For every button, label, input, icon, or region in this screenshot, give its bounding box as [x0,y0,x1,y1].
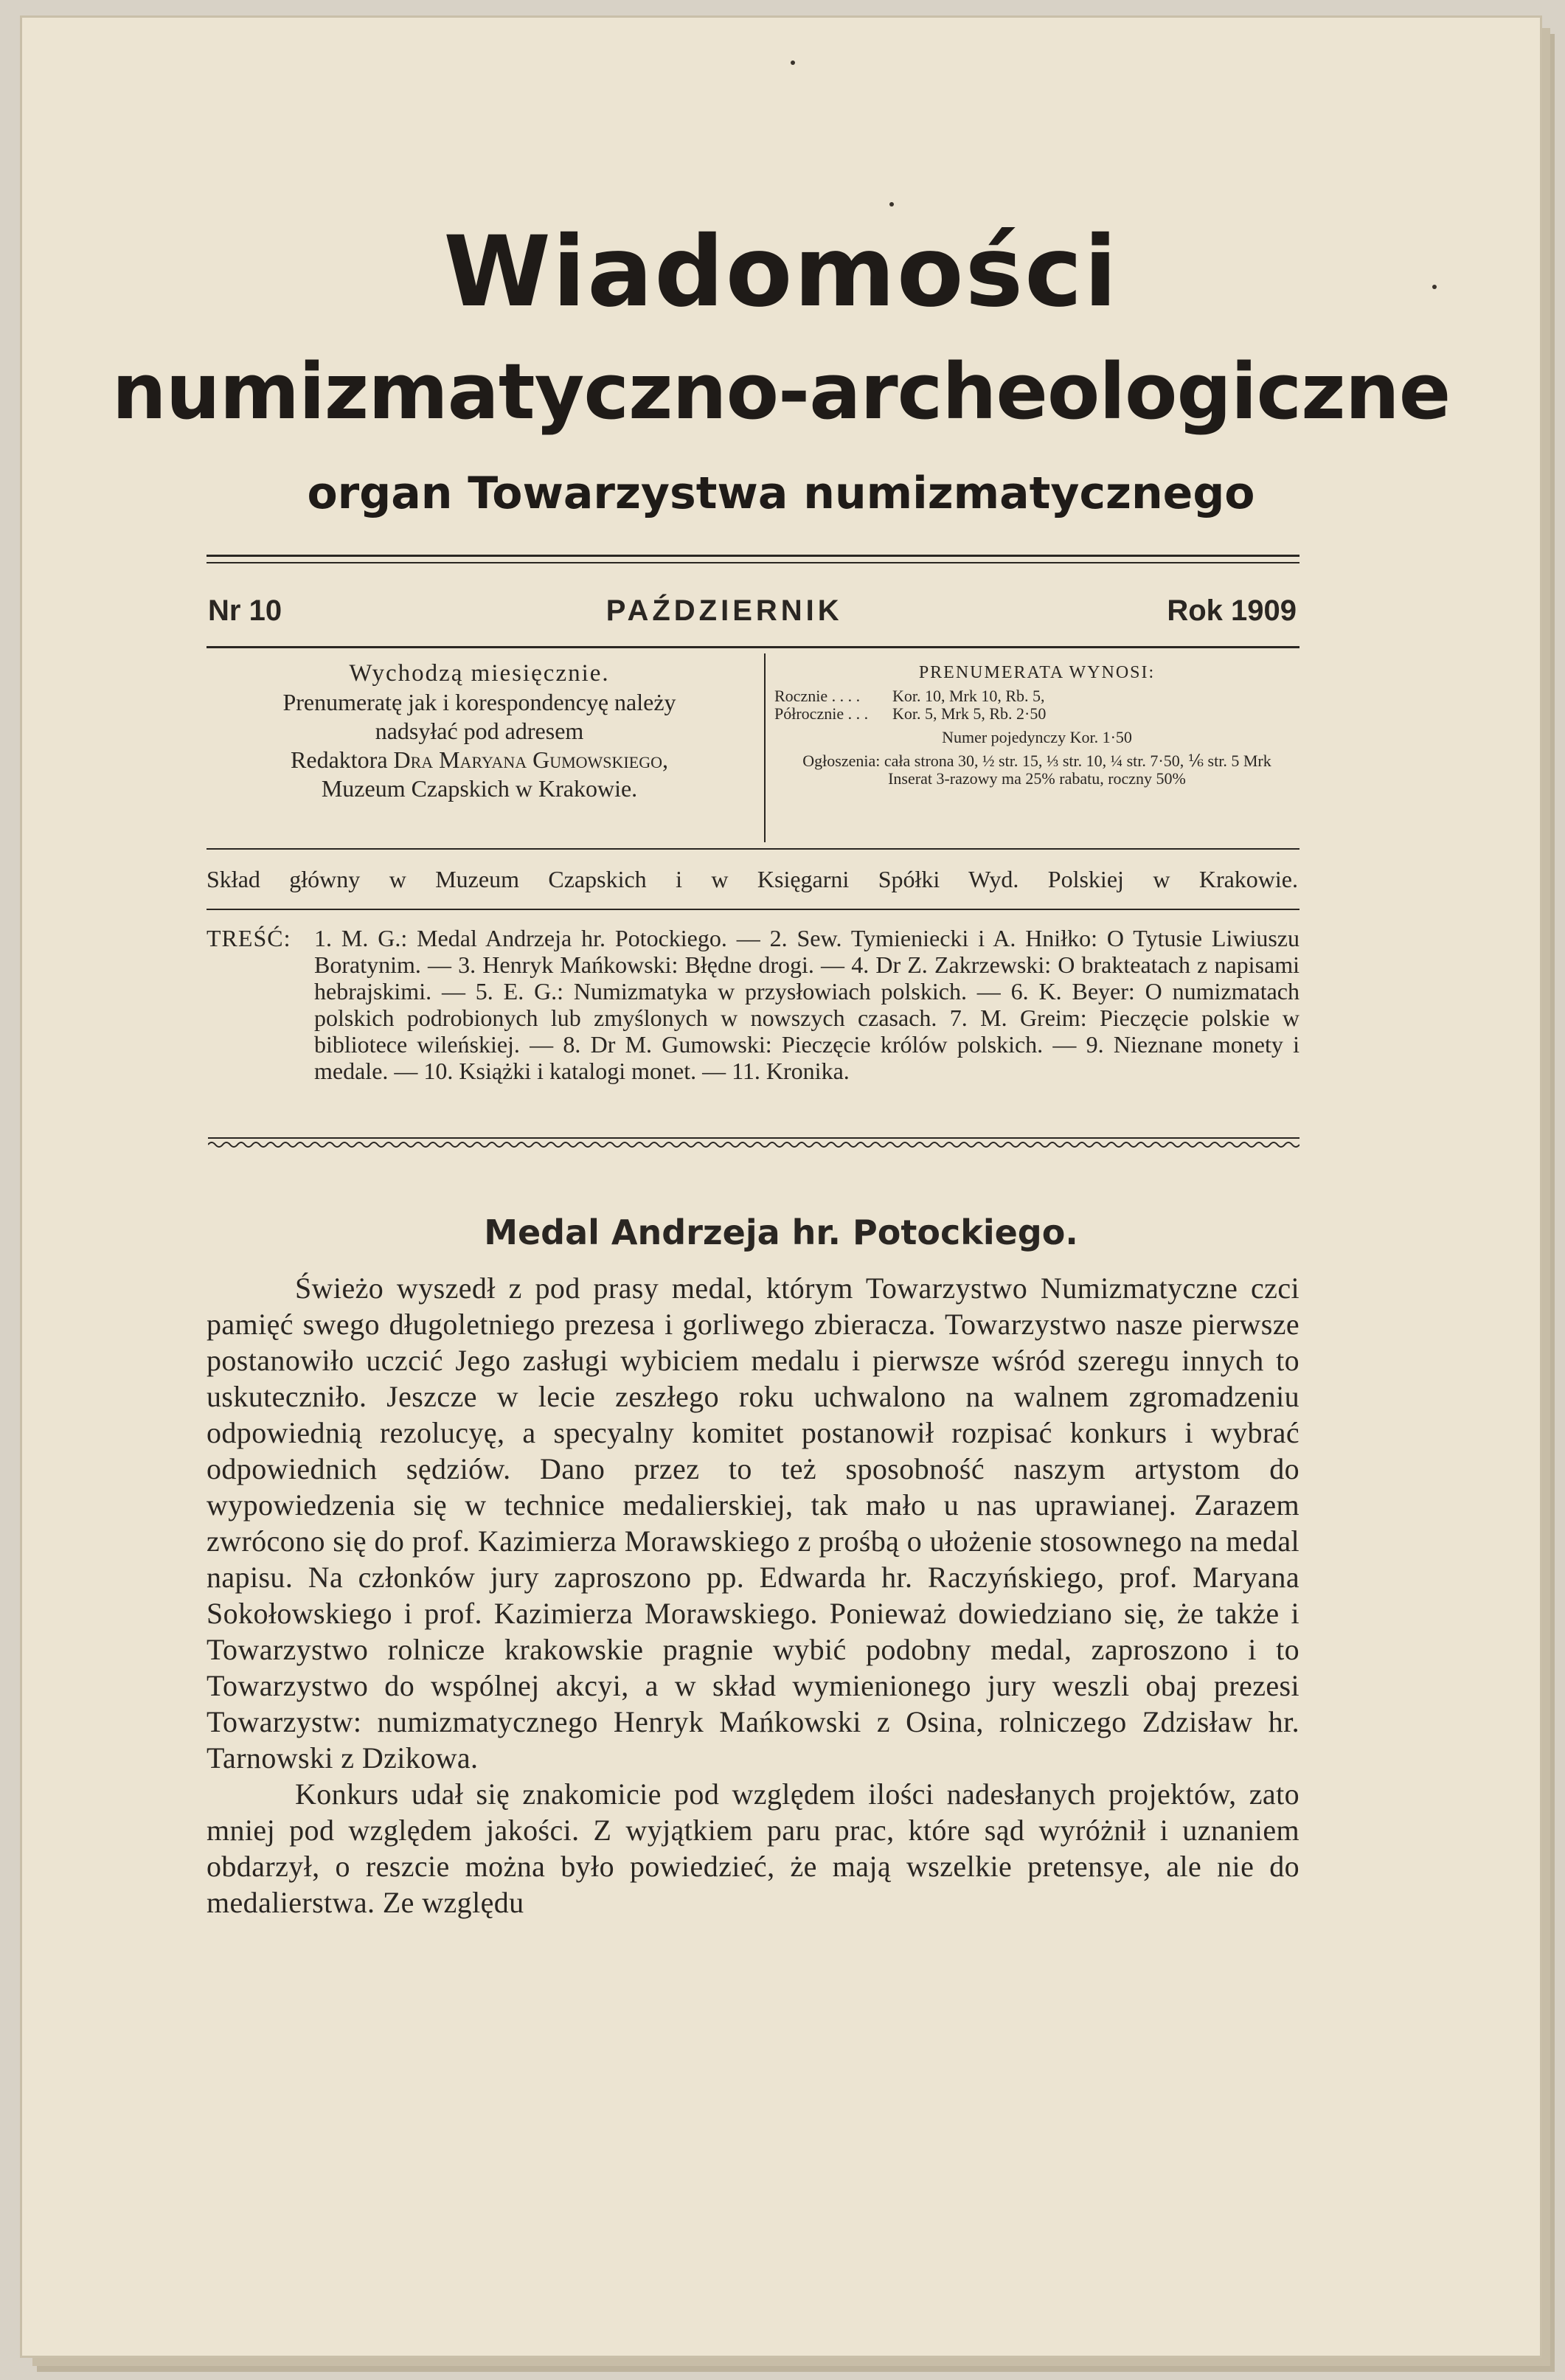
ad-rates: Ogłoszenia: cała strona 30, ½ str. 15, ⅓ str. 10, ¼ str. 7·50, ⅙ str. 5 Mrk [802,752,1271,770]
publisher-line: Prenumeratę jak i korespondencyę należy [282,689,676,715]
subscription-row [774,687,1299,705]
subscription-row-value: Kor. 5, Mrk 5, Rb. 2·50 [892,704,1047,723]
editor-prefix: Redaktora [291,746,394,773]
publisher-line: Muzeum Czapskich w Krakowie. [321,775,638,802]
publisher-line: nadsyłać pod adresem [375,718,584,744]
newspaper-page [22,18,1540,2356]
masthead-title: Wiadomości [443,215,1119,329]
divider [207,562,1299,563]
distribution-line: Skład główny w Muzeum Czapskich i w Księgarni Spółki Wyd. Polskiej w Krakowie. [207,866,1298,892]
subscription-row-label: Półrocznie . . . [774,704,869,723]
divider [207,646,1299,648]
issue-month: PAŹDZIERNIK [605,594,843,627]
contents-label: TREŚĆ: [207,925,291,951]
table-of-contents [207,925,1299,1084]
single-issue-price: Numer pojedynczy Kor. 1·50 [942,728,1132,746]
subscription-head: PRENUMERATA WYNOSI: [918,663,1156,682]
ad-discount: Inserat 3-razowy ma 25% rabatu, roczny 50% [888,769,1186,788]
publisher-line [207,746,752,774]
masthead-organ: organ Towarzystwa numizmatycznego [307,468,1255,519]
divider [207,555,1299,557]
subscription-row [774,705,1299,723]
editor-name: Dra Maryana Gumowskiego, [393,746,668,773]
ink-speck [889,202,894,207]
frequency: Wychodzą miesięcznie. [349,660,610,687]
subscription-row-value: Kor. 10, Mrk 10, Rb. 5, [892,687,1045,705]
issue-year: Rok 1909 [1167,594,1297,627]
divider [207,909,1299,910]
article-body [207,1270,1299,1921]
article-title: Medal Andrzeja hr. Potockiego. [484,1212,1078,1252]
issue-bar [208,594,1297,628]
contents-text: 1. M. G.: Medal Andrzeja hr. Potockiego. — 2. Sew. Tymieniecki i A. Hniłko: O Tytusie Liwiuszu Boratynim. — 3. Henryk Mańkowski: Błędne drogi. — 4. Dr Z. Zakrzewski: O brakteatach z napisami hebrajskimi. — 5. E. G.: Numizmatyka w przysłowiach polskich. — 6. K. Beyer: O numizmatach polskich podrobionych lub zmyślonych w nowszych czasach. 7. M. Greim: Pieczęcie polskie w bibliotece wileńskiej. — 8. Dr M. Gumowski: Pieczęcie królów polskich. — 9. Nieznane monety i medale. — 10. Książki i katalogi monet. — 11. Kronika. [314,925,1299,1084]
divider [207,848,1299,850]
masthead-subtitle: numizmatyczno-archeologiczne [111,347,1451,437]
publisher-info [207,659,752,803]
wavy-divider [208,1136,1299,1151]
article-paragraph: Konkurs udał się znakomicie pod względem ilości nadesłanych projektów, zato mniej pod względem jakości. Z wyjątkiem paru prac, które sąd wyróżnił i uznaniem obdarzył, o reszcie można było powiedzieć, że mają wszelkie pretensye, ale nie do medalierstwa. Ze względu [207,1777,1299,1919]
subscription-row-label: Rocznie . . . . [774,687,861,705]
issue-number: Nr 10 [208,594,282,627]
article-paragraph: Świeżo wyszedł z pod prasy medal, którym Towarzystwo Numizmatyczne czci pamięć swego długoletniego prezesa i gorliwego zbieracza. Towarzystwo nasze pierwsze postanowiło uczcić Jego zasługi wybiciem medalu i pierwsze wśród szeregu innych to uskuteczniło. Jeszcze w lecie zeszłego roku uchwalono na walnem zgromadzeniu odpowiednią rezolucyę, a specyalny komitet postanowił rozpisać konkurs i wybrać odpowiednich sędziów. Dano przez to też sposobność naszym artystom do wypowiedzenia się w technice medalierskiej, tak mało u nas uprawianej. Zarazem zwrócono się do prof. Kazimierza Morawskiego z prośbą o ułożenie stosownego na medal napisu. Na członków jury zaproszono pp. Edwarda hr. Raczyńskiego, prof. Maryana Sokołowskiego i prof. Kazimierza Morawskiego. Ponieważ dowiedziano się, że także i Towarzystwo rolnicze krakowskie pragnie wybić podobny medal, zaproszono i to Towarzystwo do wspólnej akcyi, a w skład wymienionego jury weszli obaj prezesi Towarzystw: numizmatycznego Henryk Mańkowski z Osina, rolniczego Zdzisław hr. Tarnowski z Dzikowa. [207,1271,1299,1774]
subscription-info [774,664,1299,788]
column-divider [764,653,766,842]
ink-speck [791,60,795,65]
